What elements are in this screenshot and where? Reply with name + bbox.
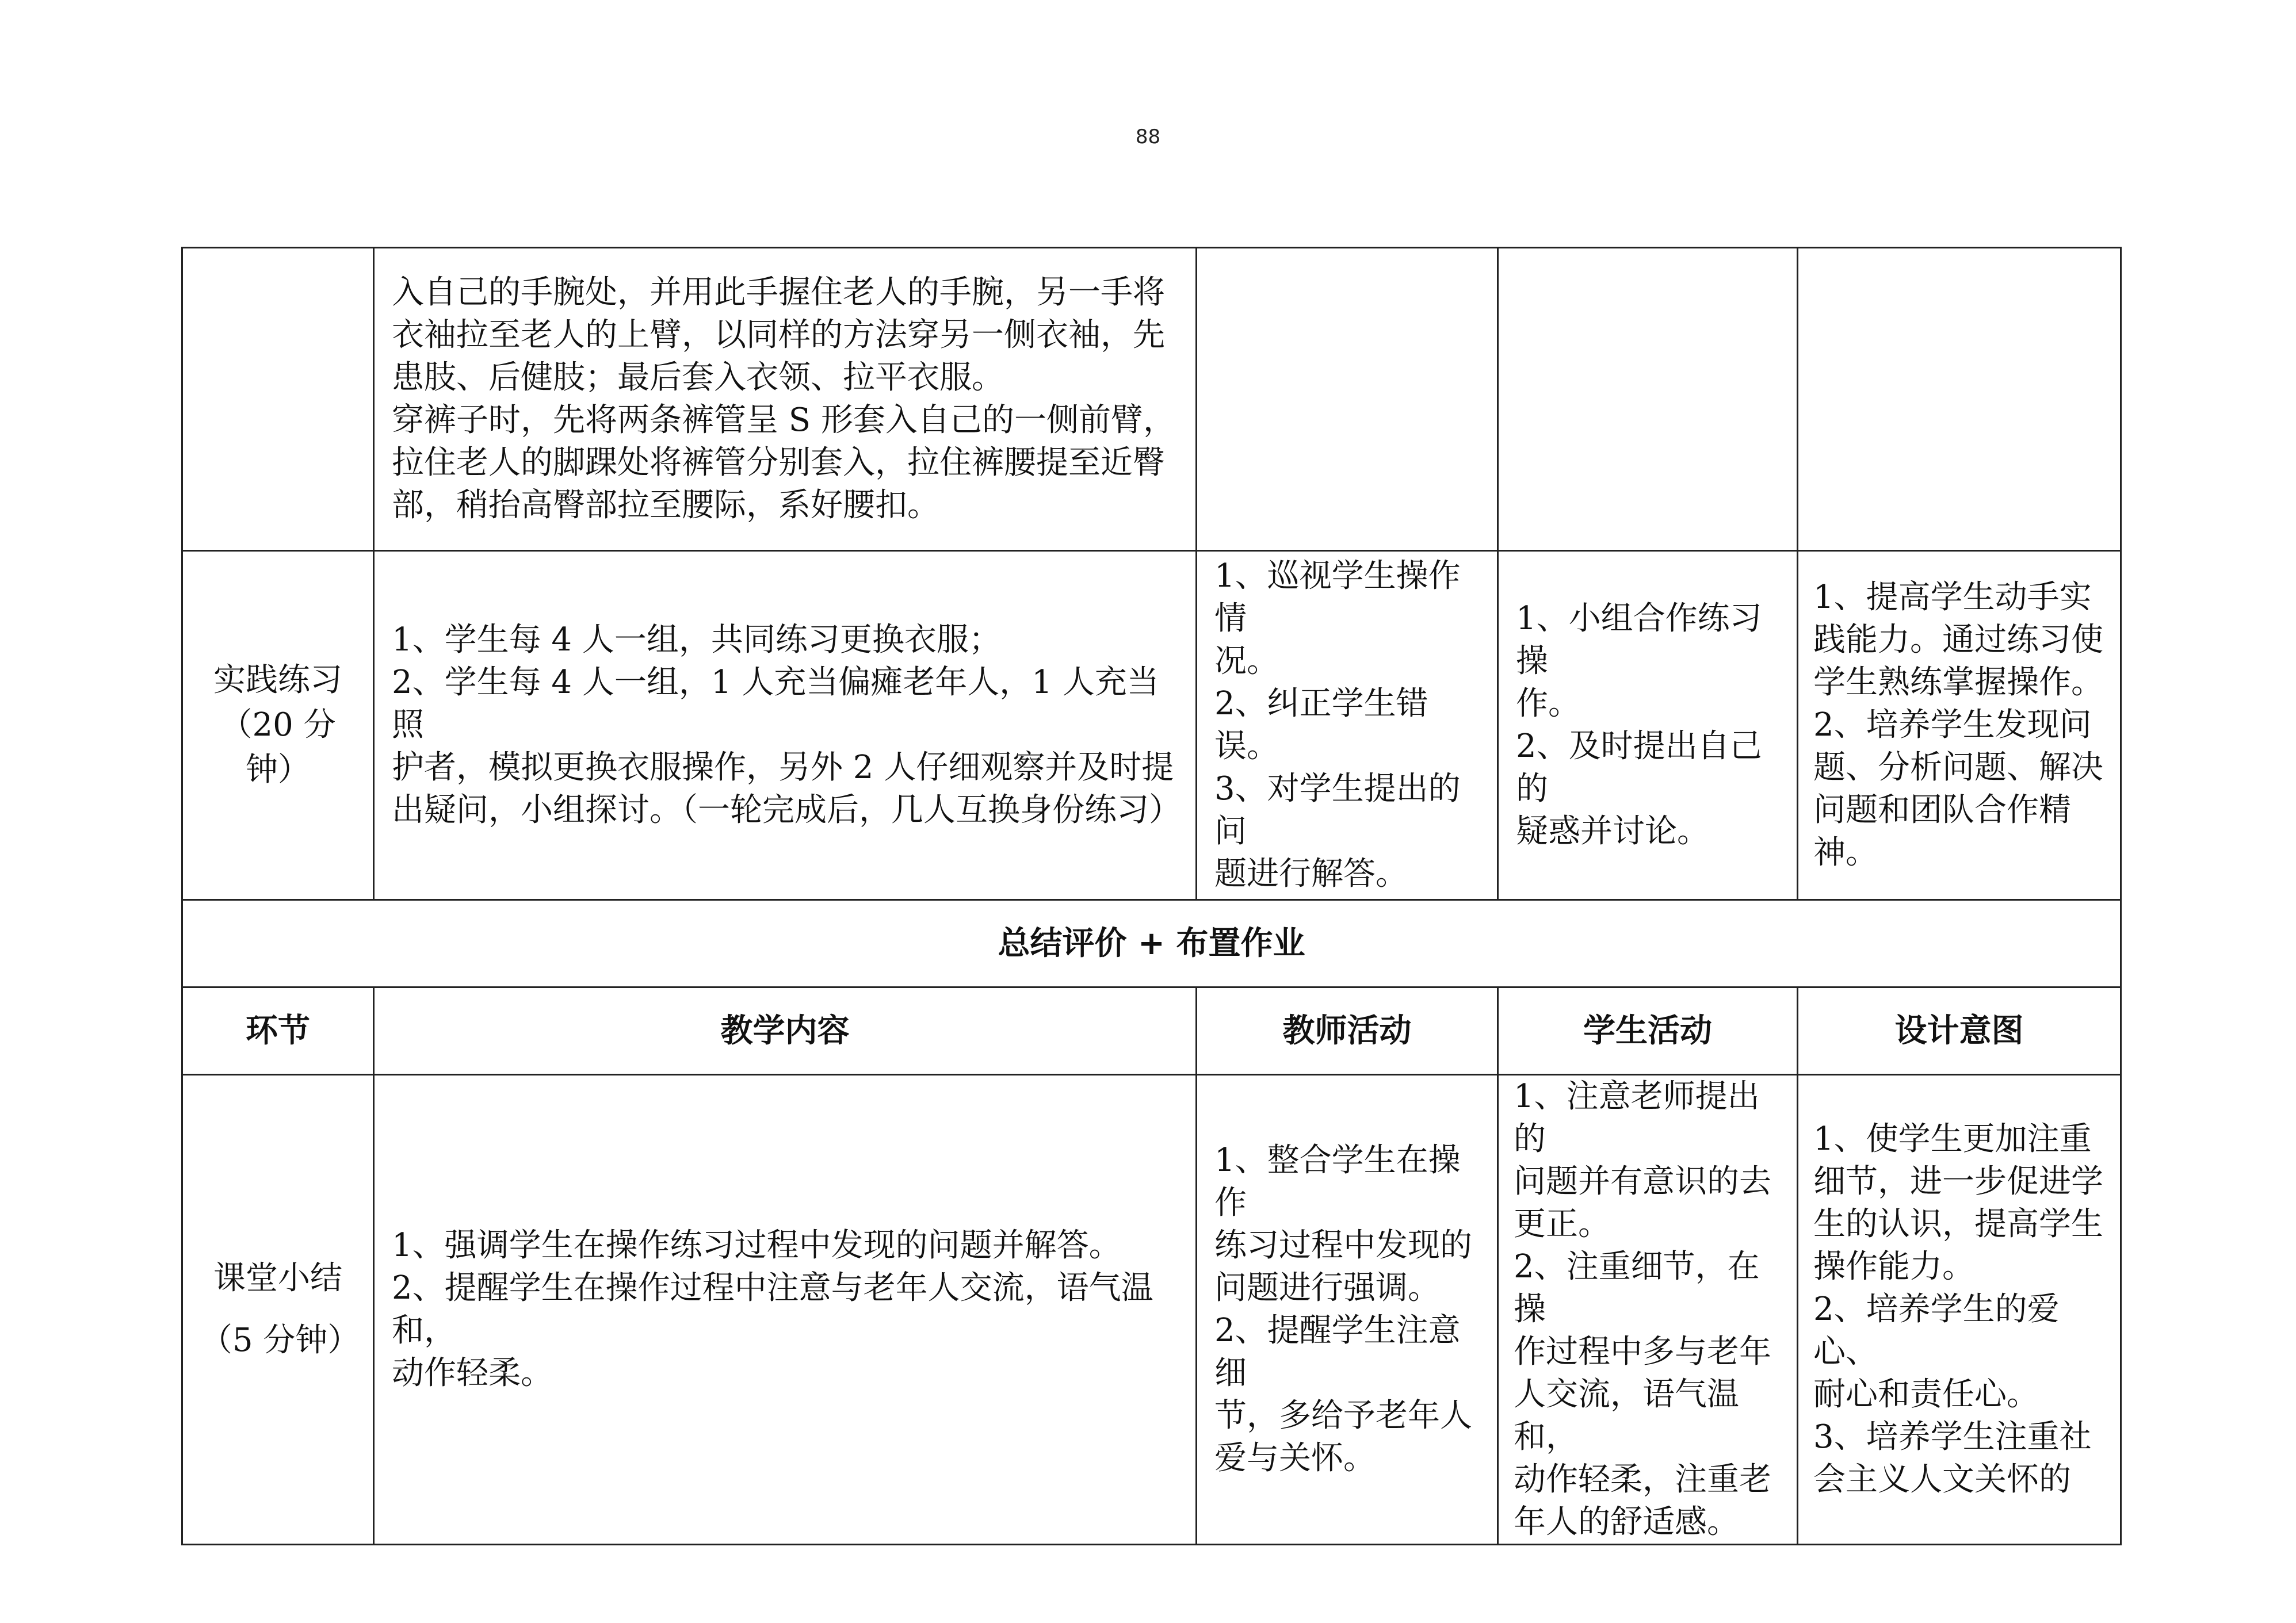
practice-row bbox=[182, 551, 2121, 900]
header-student: 学生活动 bbox=[1498, 987, 1798, 1075]
header-intent: 设计意图 bbox=[1798, 987, 2121, 1075]
content-line: 拉住老人的脚踝处将裤管分别套入，拉住裤腰提至近臀 bbox=[392, 444, 1165, 481]
student-line: 1、注意老师提出的 bbox=[1514, 1078, 1760, 1158]
summary-row bbox=[182, 1075, 2121, 1545]
content-line: 动作轻柔。 bbox=[392, 1354, 553, 1392]
content-cell bbox=[374, 1075, 1197, 1545]
content-line: 2、提醒学生在操作过程中注意与老年人交流，语气温和， bbox=[392, 1269, 1153, 1349]
student-activity-cell bbox=[1498, 1075, 1798, 1545]
continued-row bbox=[182, 248, 2121, 551]
header-row bbox=[182, 987, 2121, 1075]
intent-line: 耐心和责任心。 bbox=[1813, 1376, 2039, 1413]
stage-duration: （20 分钟） bbox=[220, 706, 336, 788]
student-line: 2、注重细节，在操 bbox=[1514, 1248, 1760, 1328]
section-title-row bbox=[182, 900, 2121, 987]
student-line: 动作轻柔，注重老 bbox=[1514, 1461, 1771, 1498]
intent-line: 问题和团队合作精 bbox=[1813, 791, 2071, 829]
intent-line: 3、培养学生注重社 bbox=[1813, 1418, 2092, 1456]
intent-line: 2、培养学生的爱心、 bbox=[1813, 1291, 2060, 1371]
stage-duration: （5 分钟） bbox=[200, 1322, 360, 1359]
student-line: 2、及时提出自己的 bbox=[1516, 728, 1762, 807]
lesson-plan-table bbox=[181, 247, 2122, 1545]
stage-name: 实践练习 bbox=[213, 661, 342, 699]
student-activity-cell bbox=[1498, 551, 1798, 900]
student-line: 年人的舒适感。 bbox=[1514, 1503, 1739, 1541]
header-content: 教学内容 bbox=[374, 987, 1197, 1075]
teacher-line: 爱与关怀。 bbox=[1214, 1440, 1376, 1477]
intent-line: 学生熟练掌握操作。 bbox=[1813, 664, 2103, 701]
content-line: 患肢、后健肢；最后套入衣领、拉平衣服。 bbox=[392, 359, 1004, 396]
intent-line: 2、培养学生发现问 bbox=[1813, 706, 2092, 744]
teacher-line: 1、整合学生在操作 bbox=[1214, 1142, 1461, 1222]
intent-line: 1、提高学生动手实 bbox=[1813, 579, 2092, 616]
content-line: 1、学生每 4 人一组，共同练习更换衣服； bbox=[392, 621, 1001, 659]
student-line: 更正。 bbox=[1514, 1205, 1610, 1243]
intent-line: 操作能力。 bbox=[1813, 1248, 1974, 1285]
teacher-activity-cell bbox=[1197, 1075, 1498, 1545]
content-cell bbox=[374, 551, 1197, 900]
stage-cell-empty bbox=[182, 248, 374, 551]
teacher-line: 3、对学生提出的问 bbox=[1214, 770, 1461, 850]
content-line: 入自己的手腕处，并用此手握住老人的手腕，另一手将 bbox=[392, 274, 1165, 311]
intent-line: 神。 bbox=[1813, 834, 1878, 871]
intent-line: 题、分析问题、解决 bbox=[1813, 749, 2103, 786]
page-number: 88 bbox=[1135, 125, 1161, 148]
intent-line: 细节，进一步促进学 bbox=[1813, 1163, 2103, 1200]
teacher-line: 1、巡视学生操作情 bbox=[1214, 557, 1461, 637]
teacher-line: 题进行解答。 bbox=[1214, 855, 1408, 893]
content-line: 2、学生每 4 人一组，1 人充当偏瘫老年人，1 人充当照 bbox=[392, 664, 1159, 744]
stage-cell bbox=[182, 1075, 374, 1545]
student-line: 作。 bbox=[1516, 685, 1580, 722]
teacher-line: 练习过程中发现的 bbox=[1214, 1227, 1472, 1264]
intent-line: 践能力。通过练习使 bbox=[1813, 621, 2103, 659]
content-line: 出疑问，小组探讨。（一轮完成后，几人互换身份练习） bbox=[392, 791, 1181, 829]
header-stage: 环节 bbox=[182, 987, 374, 1075]
student-line: 疑惑并讨论。 bbox=[1516, 813, 1709, 850]
intent-line: 1、使学生更加注重 bbox=[1813, 1120, 2092, 1158]
student-line: 1、小组合作练习操 bbox=[1516, 600, 1762, 680]
teacher-line: 2、纠正学生错误。 bbox=[1214, 685, 1428, 765]
teacher-line: 节，多给予老年人 bbox=[1214, 1397, 1472, 1434]
content-line: 衣袖拉至老人的上臂，以同样的方法穿另一侧衣袖，先 bbox=[392, 316, 1165, 354]
header-teacher: 教师活动 bbox=[1197, 987, 1498, 1075]
teacher-line: 2、提醒学生注意细 bbox=[1214, 1312, 1461, 1392]
content-line: 1、强调学生在操作练习过程中发现的问题并解答。 bbox=[392, 1227, 1121, 1264]
content-cell bbox=[374, 248, 1197, 551]
student-cell-empty bbox=[1498, 248, 1798, 551]
student-line: 问题并有意识的去 bbox=[1514, 1163, 1771, 1200]
teacher-cell-empty bbox=[1197, 248, 1498, 551]
student-line: 人交流，语气温和， bbox=[1514, 1376, 1739, 1456]
design-intent-cell bbox=[1798, 1075, 2121, 1545]
content-line: 穿裤子时，先将两条裤管呈 S 形套入自己的一侧前臂， bbox=[392, 401, 1175, 439]
content-line: 护者，模拟更换衣服操作，另外 2 人仔细观察并及时提 bbox=[392, 749, 1174, 786]
content-line: 部，稍抬高臀部拉至腰际，系好腰扣。 bbox=[392, 487, 939, 524]
student-line: 作过程中多与老年 bbox=[1514, 1333, 1771, 1371]
intent-line: 生的认识，提高学生 bbox=[1813, 1205, 2103, 1243]
stage-cell bbox=[182, 551, 374, 900]
intent-line: 会主义人文关怀的 bbox=[1813, 1461, 2071, 1498]
intent-cell-empty bbox=[1798, 248, 2121, 551]
section-title: 总结评价 + 布置作业 bbox=[182, 900, 2121, 987]
teacher-line: 况。 bbox=[1214, 642, 1279, 680]
stage-name: 课堂小结 bbox=[213, 1260, 342, 1297]
teacher-activity-cell bbox=[1197, 551, 1498, 900]
teacher-line: 问题进行强调。 bbox=[1214, 1269, 1440, 1307]
design-intent-cell bbox=[1798, 551, 2121, 900]
